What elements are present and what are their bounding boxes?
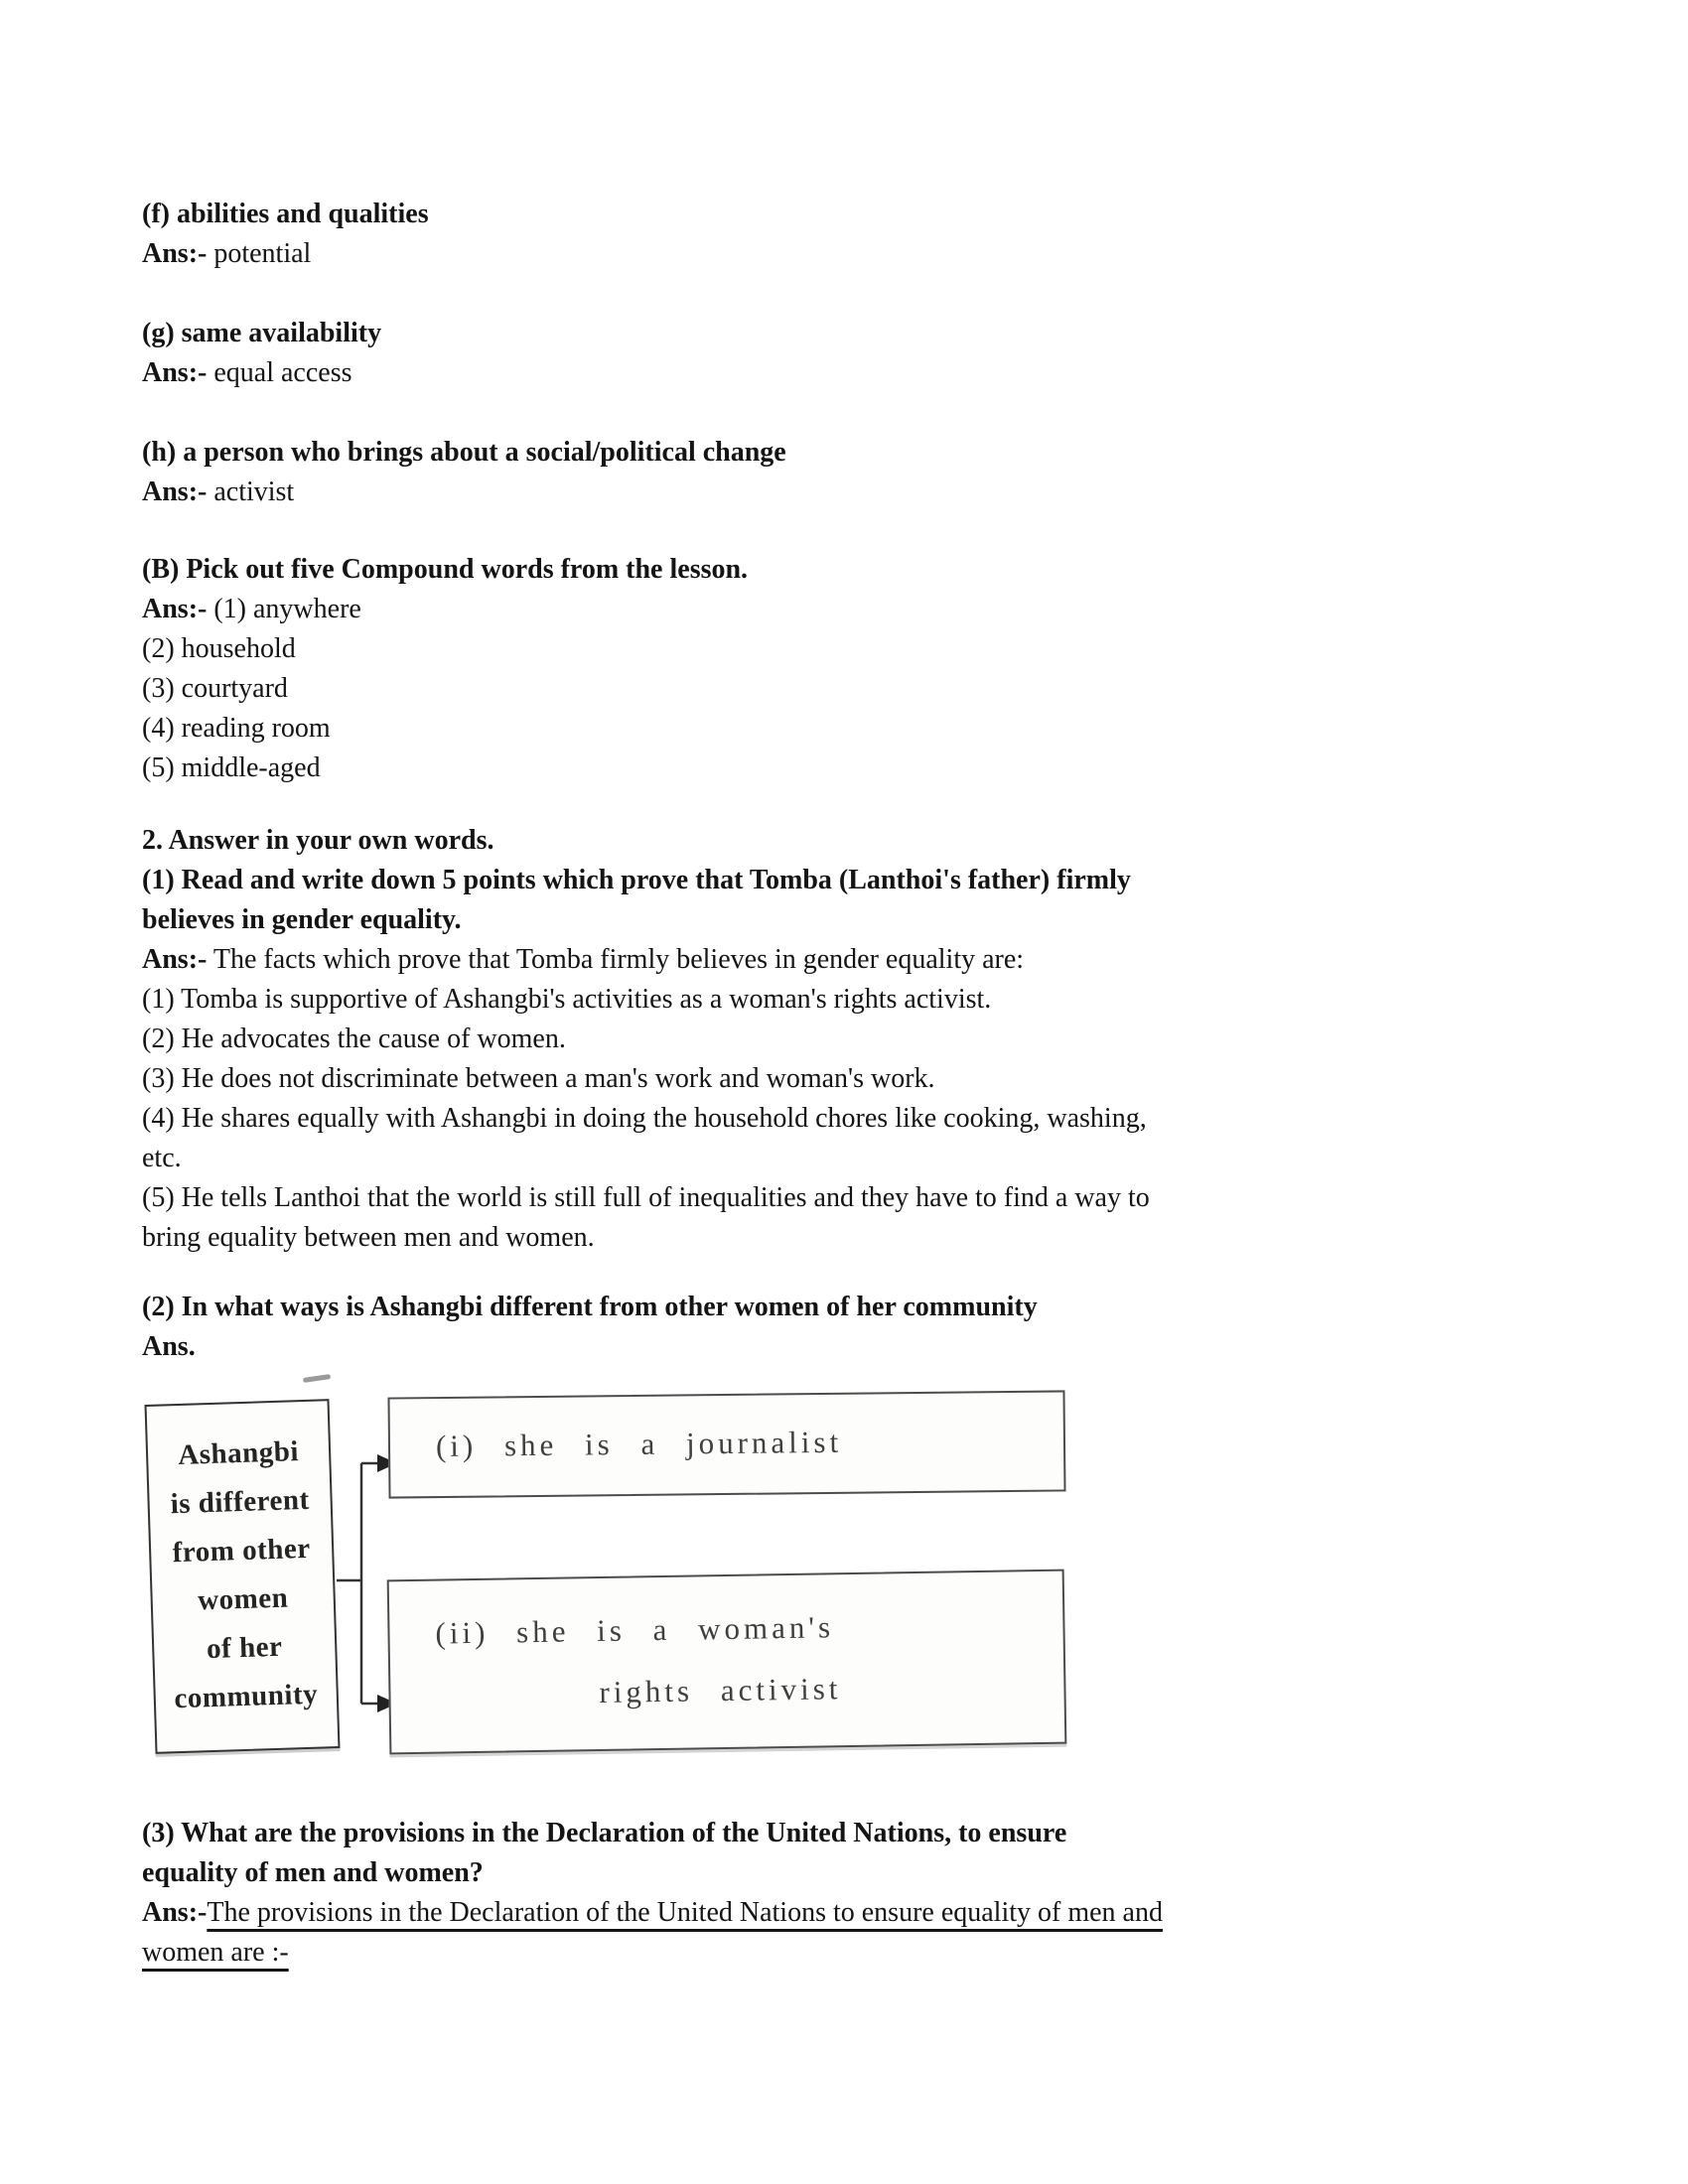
q1-heading-line: believes in gender equality. bbox=[142, 904, 462, 935]
figure-left-box-line: of her bbox=[206, 1630, 283, 1666]
q3-heading-line: (3) What are the provisions in the Declaration of the United Nations, to ensure bbox=[142, 1818, 1067, 1848]
vocab-h-heading: (h) a person who brings about a social/political change bbox=[142, 437, 786, 468]
ans-label: Ans:- bbox=[142, 594, 208, 624]
section-q2 bbox=[142, 1288, 1038, 1367]
section-vocab-f bbox=[142, 195, 429, 274]
ans-text: (1) anywhere bbox=[207, 594, 361, 624]
compound-words-answer-line bbox=[142, 590, 748, 629]
q1-point-line: bring equality between men and women. bbox=[142, 1222, 595, 1253]
section2-heading: 2. Answer in your own words. bbox=[142, 825, 494, 856]
section-compound-words bbox=[142, 550, 748, 788]
compound-word-item: (5) middle-aged bbox=[142, 752, 321, 783]
q1-point-line: (4) He shares equally with Ashangbi in doing the household chores like cooking, washing, bbox=[142, 1103, 1147, 1134]
figure-left-box-line: Ashangbi bbox=[177, 1435, 300, 1471]
figure-left-box-line: women bbox=[197, 1581, 289, 1617]
q3-heading-line: equality of men and women? bbox=[142, 1857, 484, 1888]
ans-label: Ans:- bbox=[142, 1897, 208, 1928]
ans-text: activist bbox=[207, 477, 295, 507]
vocab-f-heading: (f) abilities and qualities bbox=[142, 199, 429, 229]
ans-label: Ans:- bbox=[142, 944, 208, 975]
section-vocab-h bbox=[142, 433, 786, 512]
figure-scanned-diagram bbox=[142, 1378, 1085, 1777]
q1-point-line: (2) He advocates the cause of women. bbox=[142, 1024, 566, 1054]
vocab-g-answer bbox=[142, 353, 381, 393]
figure-left-box-line: is different bbox=[170, 1483, 311, 1521]
q3-answer-line bbox=[142, 1893, 1163, 1933]
figure-box-activist-line: (ii) she is a woman's bbox=[435, 1609, 835, 1651]
section-q1 bbox=[142, 861, 1150, 1258]
q1-point-line: (3) He does not discriminate between a man's work and woman's work. bbox=[142, 1063, 935, 1094]
compound-word-item: (2) household bbox=[142, 633, 296, 664]
section-q3 bbox=[142, 1814, 1163, 1973]
q1-point-line: (5) He tells Lanthoi that the world is still full of inequalities and they have to find a way to bbox=[142, 1182, 1150, 1213]
ans-label: Ans:- bbox=[142, 477, 208, 507]
q1-point-line: (1) Tomba is supportive of Ashangbi's activities as a woman's rights activist. bbox=[142, 984, 992, 1015]
vocab-f-answer bbox=[142, 234, 429, 274]
ans-label: Ans:- bbox=[142, 357, 208, 388]
figure-left-box-line: community bbox=[173, 1678, 319, 1715]
section-vocab-g bbox=[142, 314, 381, 393]
compound-word-item: (3) courtyard bbox=[142, 673, 288, 704]
ans-text: potential bbox=[207, 238, 312, 269]
compound-word-item: (4) reading room bbox=[142, 713, 331, 744]
ans-text-underlined: women are :- bbox=[142, 1937, 289, 1968]
q1-point-line: etc. bbox=[142, 1143, 182, 1173]
ans-text: The facts which prove that Tomba firmly believes in gender equality are: bbox=[207, 944, 1025, 975]
figure-left-box-line: from other bbox=[172, 1532, 312, 1570]
figure-box-activist bbox=[387, 1570, 1067, 1755]
vocab-g-heading: (g) same availability bbox=[142, 318, 382, 348]
ans-label: Ans:- bbox=[142, 238, 208, 269]
figure-box-activist-line: rights activist bbox=[599, 1671, 842, 1710]
q2-answer-label: Ans. bbox=[142, 1331, 196, 1362]
q3-answer-line bbox=[142, 1933, 1163, 1973]
figure-box-journalist bbox=[387, 1390, 1065, 1498]
ans-text: equal access bbox=[207, 357, 352, 388]
q1-answer-line bbox=[142, 940, 1150, 980]
compound-words-heading: (B) Pick out five Compound words from the lesson. bbox=[142, 554, 749, 585]
ans-text-underlined: The provisions in the Declaration of the United Nations to ensure equality of men and bbox=[207, 1897, 1163, 1928]
q1-heading-line: (1) Read and write down 5 points which prove that Tomba (Lanthoi's father) firmly bbox=[142, 865, 1131, 895]
q2-heading: (2) In what ways is Ashangbi different from other women of her community bbox=[142, 1292, 1038, 1322]
vocab-h-answer bbox=[142, 473, 786, 512]
figure-box-journalist-text: (i) she is a journalist bbox=[435, 1424, 843, 1464]
